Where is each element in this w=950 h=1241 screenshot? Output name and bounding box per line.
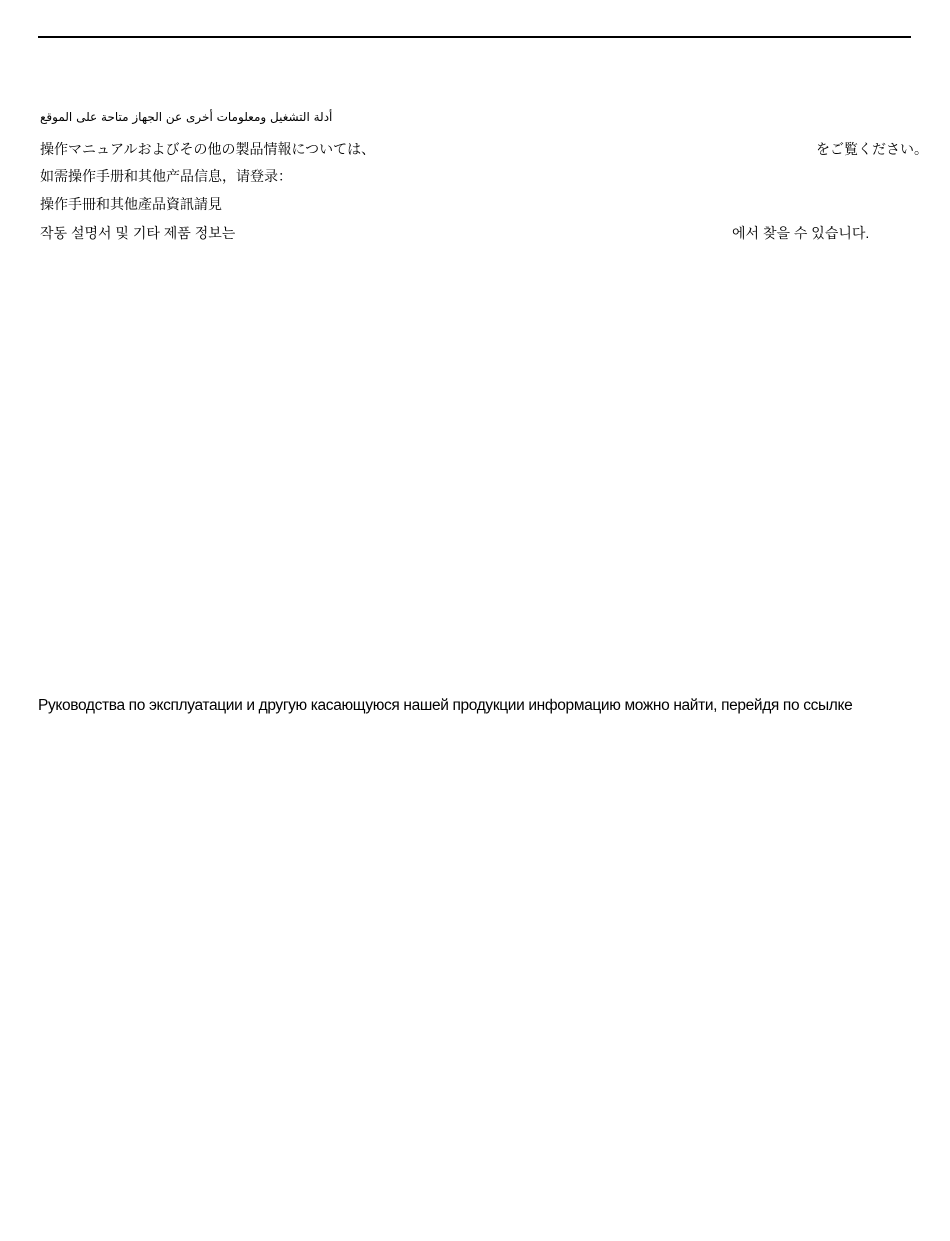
japanese-info-text-start: 操作マニュアルおよびその他の製品情報については、 [40, 141, 376, 157]
arabic-info-text: أدلة التشغيل ومعلومات أخرى عن الجهاز متاحة على الموقع [40, 110, 333, 124]
chinese-simplified-info-text: 如需操作手册和其他产品信息，请登录： [40, 168, 292, 184]
korean-info-text-start: 작동 설명서 및 기타 제품 정보는 [40, 225, 236, 241]
chinese-traditional-info-text: 操作手冊和其他產品資訊請見 [40, 196, 222, 212]
korean-info-text-end: 에서 찾을 수 있습니다. [732, 225, 870, 241]
japanese-info-text-end: をご覧ください。 [816, 141, 928, 157]
top-horizontal-rule [38, 36, 911, 38]
russian-info-text: Руководства по эксплуатации и другую касающуюся нашей продукции информацию можно найти, перейдя по ссылке [38, 697, 853, 714]
